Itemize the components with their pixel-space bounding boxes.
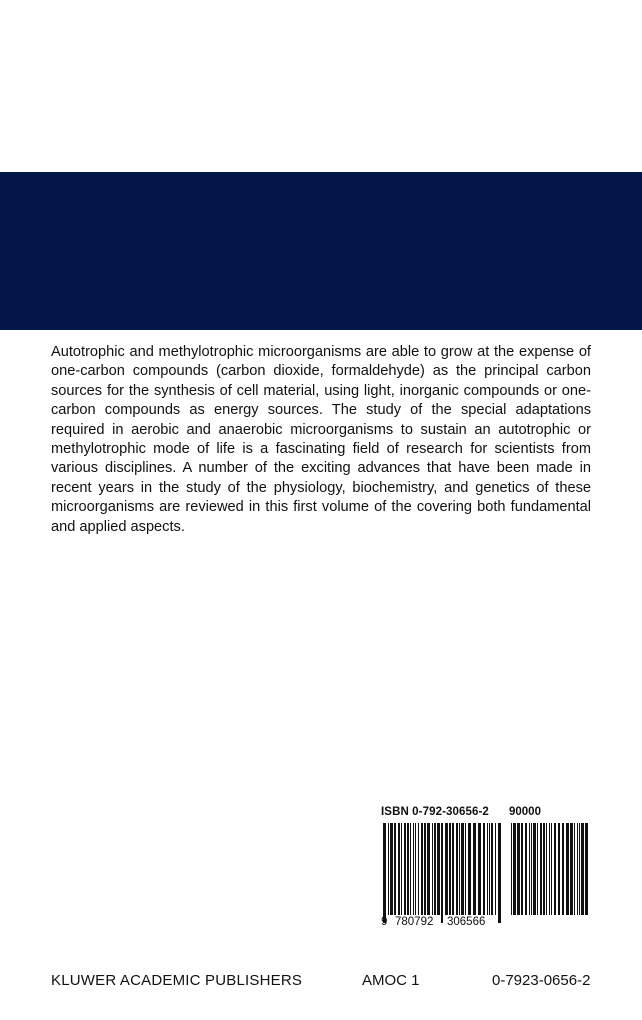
ean-right-group: 306566 [447,916,486,928]
barcode-bar [434,823,436,915]
ean-left-group: 780792 [395,916,434,928]
barcode-bar [432,823,433,915]
barcode-bar [495,823,496,915]
barcode-bar [543,823,545,915]
barcode-bar [562,823,564,915]
barcode-bar [427,823,430,915]
barcode-bar [533,823,536,915]
barcode-bar [437,823,440,915]
barcode-bar [383,823,386,923]
barcode-bar [529,823,530,915]
barcode-bar [390,823,393,915]
barcode-bar [549,823,550,915]
barcode-bar [531,823,532,915]
isbn-barcode-block [381,806,591,936]
barcode-bar [540,823,542,915]
barcode-bar [449,823,451,915]
barcode-bar [489,823,490,915]
barcode-bar [421,823,423,915]
barcode-bar [401,823,402,915]
addon-barcode-bars [509,823,589,923]
back-cover-blurb: Autotrophic and methylotrophic microorganisms are able to grow at the expense of one-carbon compounds (carbon dioxide, formaldehyde) as the principal carbon sources for the synthesis of cell material, using light, inorganic compounds or one-carbon compounds as energy sources. The study of the special adaptations required in aerobic and anaerobic microorganisms to sustain an autotrophic or methylotrophic mode of life is a fascinating field of research for scientists from various disciplines. A number of the exciting advances that have been made in recent years in the study of the physiology, biochemistry, and genetics of these microorganisms are reviewed in this first volume of the covering both fundamental and applied aspects. [51,344,591,535]
barcode-bar [581,823,584,915]
barcode-bar [410,823,411,915]
barcode-bar [566,823,569,915]
barcode-bar [418,823,419,915]
barcode-bar [478,823,481,915]
barcode-bar [491,823,493,915]
barcode-bar [570,823,573,915]
barcode-bar [407,823,409,915]
ean-barcode-bars [381,823,503,923]
barcode-bar [398,823,400,915]
cover-color-band [0,172,642,330]
barcode-bar [452,823,454,915]
barcode-bar [441,823,443,923]
footer-isbn: 0-7923-0656-2 [492,972,591,989]
barcode-bar [513,823,516,915]
barcode-bar [558,823,560,915]
barcode-bar [483,823,485,915]
barcode-bar [521,823,523,915]
barcode-bar [554,823,556,915]
barcode-bar [511,823,512,915]
barcode-bar [415,823,416,915]
series-code: AMOC 1 [362,972,420,989]
barcode-bar [551,823,552,915]
barcode-bar [468,823,471,915]
barcode-bar [459,823,460,915]
price-code: 90000 [509,806,541,818]
barcode-bar [577,823,578,915]
isbn-label: ISBN 0-792-30656-2 [381,806,489,818]
publisher-name: KLUWER ACADEMIC PUBLISHERS [51,972,303,989]
barcode-bar [404,823,406,915]
barcode-bar [413,823,414,915]
barcode-bar [394,823,396,915]
barcode-bar [546,823,547,915]
barcode-bar [424,823,426,915]
barcode-bar [461,823,464,915]
barcode-bar [498,823,501,923]
barcode-bar [487,823,488,915]
barcode-bar [574,823,575,915]
barcode-bar [465,823,466,915]
barcode-bar [579,823,580,915]
barcode-bar [445,823,448,915]
barcode-bar [585,823,588,915]
barcode-bar [456,823,458,915]
barcode-bar [517,823,520,915]
barcode-bar [537,823,538,915]
barcode-bar [525,823,527,915]
barcode-bar [388,823,389,915]
barcode-bar [473,823,476,915]
ean-first-digit: 9 [381,916,388,928]
